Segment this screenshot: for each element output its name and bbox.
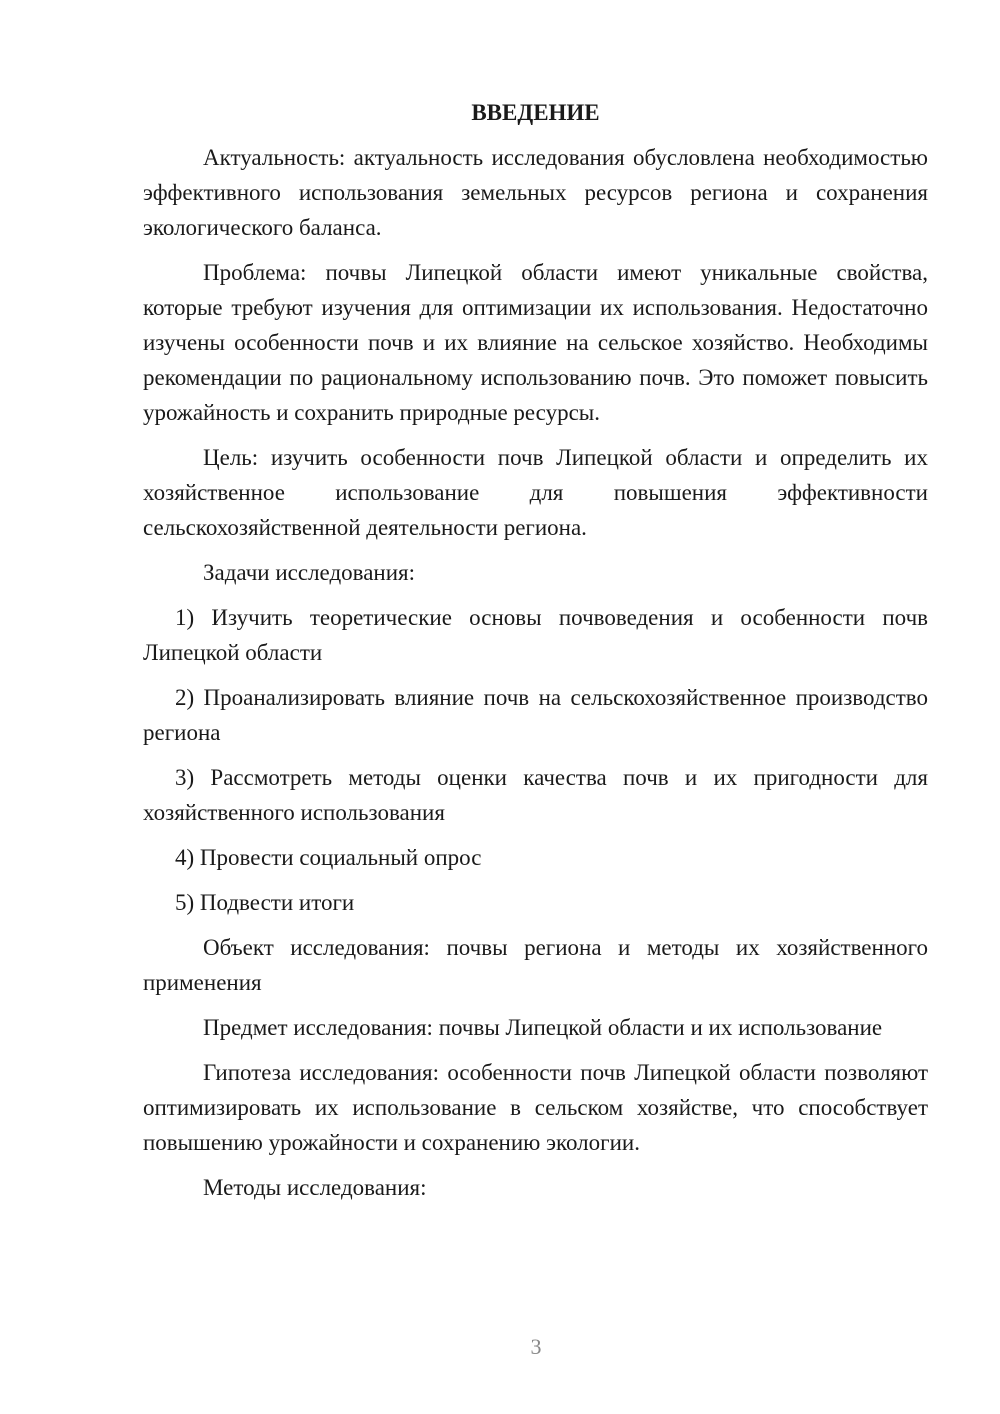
page-number: 3 xyxy=(530,1334,542,1359)
task-item-2: 2) Проанализировать влияние почв на сельскохозяйственное производство региона xyxy=(143,685,928,745)
paragraph-goal: Цель: изучить особенности почв Липецкой области и определить их хозяйственное использование для повышения эффективности сельскохозяйственной деятельности региона. xyxy=(143,445,928,540)
task-item-5: 5) Подвести итоги xyxy=(175,890,355,915)
task-item-3: 3) Рассмотреть методы оценки качества почв и их пригодности для хозяйственного использования xyxy=(143,765,928,825)
section-title: ВВЕДЕНИЕ xyxy=(471,100,600,125)
paragraph-hypothesis: Гипотеза исследования: особенности почв Липецкой области позволяют оптимизировать их использование в сельском хозяйстве, что способствует повышению урожайности и сохранению экологии. xyxy=(143,1060,928,1155)
paragraph-object: Объект исследования: почвы региона и методы их хозяйственного применения xyxy=(143,935,928,995)
paragraph-tasks-heading: Задачи исследования: xyxy=(203,560,416,585)
paragraph-relevance: Актуальность: актуальность исследования обусловлена необходимостью эффективного использования земельных ресурсов региона и сохранения экологического баланса. xyxy=(143,145,928,240)
paragraph-problem: Проблема: почвы Липецкой области имеют уникальные свойства, которые требуют изучения для оптимизации их использования. Недостаточно изучены особенности почв и их влияние на сельское хозяйство. Необходимы рекомендации по рациональному использованию почв. Это поможет повысить урожайность и сохранить природные ресурсы. xyxy=(143,260,928,425)
page-content xyxy=(143,95,928,1215)
task-item-1: 1) Изучить теоретические основы почвоведения и особенности почв Липецкой области xyxy=(143,605,928,665)
task-item-4: 4) Провести социальный опрос xyxy=(175,845,482,870)
paragraph-subject: Предмет исследования: почвы Липецкой области и их использование xyxy=(203,1015,883,1040)
paragraph-methods: Методы исследования: xyxy=(203,1175,427,1200)
